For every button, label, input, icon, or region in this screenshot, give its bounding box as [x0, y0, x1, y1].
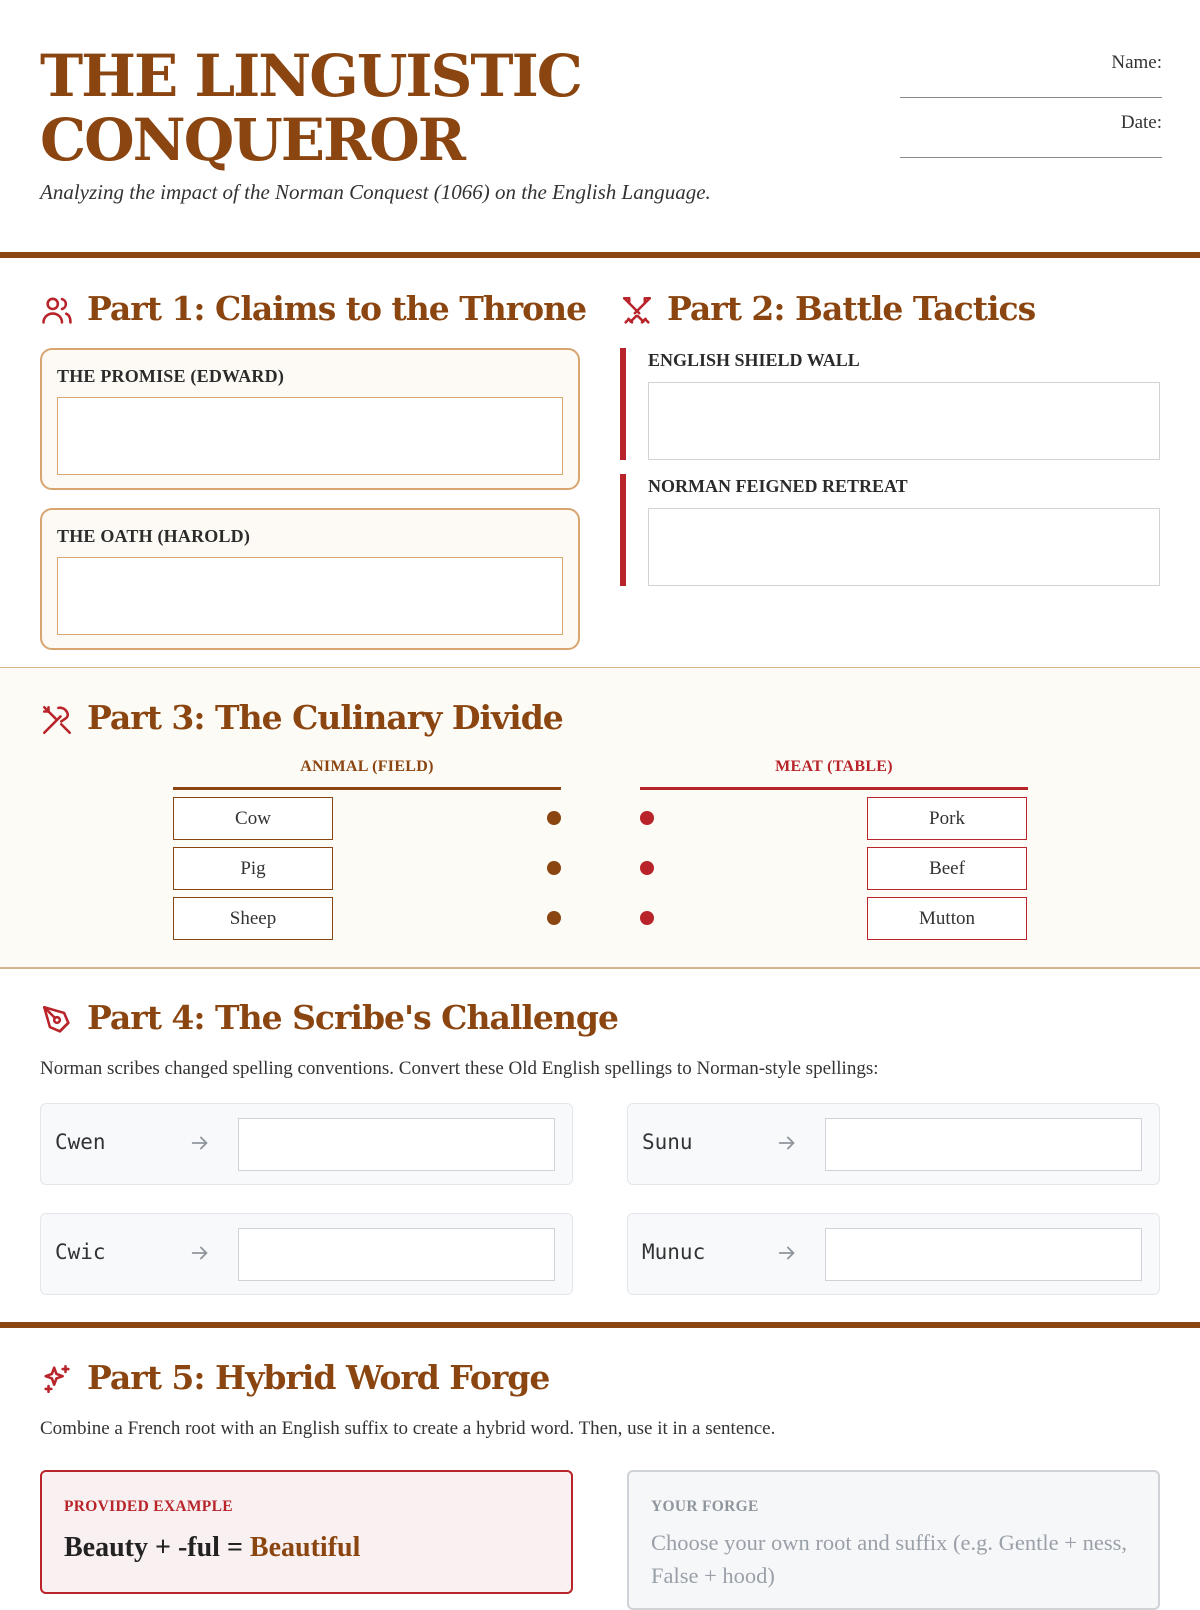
- claim-label: THE OATH (HAROLD): [57, 526, 251, 546]
- example-label: PROVIDED EXAMPLE: [64, 1498, 233, 1515]
- fork-knife-icon: [40, 703, 74, 737]
- claim-answer-input[interactable]: [57, 397, 563, 475]
- meat-match-dot[interactable]: [640, 811, 654, 825]
- date-field[interactable]: [900, 157, 1162, 158]
- part1-title: Part 1: Claims to the Throne: [87, 289, 587, 328]
- tactic-label: ENGLISH SHIELD WALL: [648, 350, 860, 370]
- animal-word: Cow: [173, 797, 333, 840]
- section-divider-thick: [0, 1322, 1200, 1328]
- user-forge-label: YOUR FORGE: [651, 1498, 759, 1515]
- meat-match-dot[interactable]: [640, 861, 654, 875]
- tactic-label: NORMAN FEIGNED RETREAT: [648, 476, 908, 496]
- animal-word: Pig: [173, 847, 333, 890]
- arrow-right-icon: [776, 1132, 798, 1154]
- example-result: Beautiful: [249, 1532, 361, 1563]
- old-english-word: Cwic: [55, 1240, 106, 1264]
- spelling-card: [627, 1103, 1160, 1185]
- section-divider: [0, 967, 1200, 969]
- crossed-swords-icon: [620, 294, 654, 328]
- page-subtitle: Analyzing the impact of the Norman Conquest (1066) on the English Language.: [40, 180, 711, 204]
- tactic-answer-input[interactable]: [648, 508, 1160, 586]
- tactic-feigned-retreat: [620, 474, 1160, 586]
- old-english-word: Cwen: [55, 1130, 106, 1154]
- meat-word: Pork: [867, 797, 1027, 840]
- claim-card-promise: [40, 348, 580, 490]
- pen-nib-icon: [40, 1003, 74, 1037]
- forge-example-card: [40, 1470, 573, 1594]
- user-forge-hint: Choose your own root and suffix (e.g. Gentle + ness, False + hood): [651, 1530, 1127, 1588]
- arrow-right-icon: [189, 1242, 211, 1264]
- meat-column-rule: [640, 787, 1028, 790]
- animal-match-dot[interactable]: [547, 911, 561, 925]
- tactic-shield-wall: [620, 348, 1160, 460]
- users-icon: [40, 294, 74, 328]
- animal-word: Sheep: [173, 897, 333, 940]
- norman-spelling-input[interactable]: [238, 1118, 555, 1171]
- part4-description: Norman scribes changed spelling conventions. Convert these Old English spellings to Norman-style spellings:: [40, 1058, 879, 1079]
- spelling-card: [40, 1103, 573, 1185]
- arrow-right-icon: [776, 1242, 798, 1264]
- animal-match-dot[interactable]: [547, 811, 561, 825]
- page-title: THE LINGUISTIC CONQUEROR: [40, 42, 581, 174]
- tactic-answer-input[interactable]: [648, 382, 1160, 460]
- header-divider: [0, 252, 1200, 258]
- part4-title: Part 4: The Scribe's Challenge: [87, 998, 618, 1037]
- meat-column-header: MEAT (TABLE): [775, 758, 893, 775]
- part2-title: Part 2: Battle Tactics: [667, 289, 1036, 328]
- norman-spelling-input[interactable]: [825, 1118, 1142, 1171]
- claim-answer-input[interactable]: [57, 557, 563, 635]
- part3-title: Part 3: The Culinary Divide: [87, 698, 563, 737]
- old-english-word: Munuc: [642, 1240, 706, 1264]
- name-field[interactable]: [900, 97, 1162, 98]
- norman-spelling-input[interactable]: [825, 1228, 1142, 1281]
- example-equation: [64, 1532, 360, 1564]
- spelling-card: [40, 1213, 573, 1295]
- animal-column-header: ANIMAL (FIELD): [300, 758, 434, 775]
- norman-spelling-input[interactable]: [238, 1228, 555, 1281]
- meat-word: Mutton: [867, 897, 1027, 940]
- animal-column-rule: [173, 787, 561, 790]
- part5-description: Combine a French root with an English suffix to create a hybrid word. Then, use it in a sentence.: [40, 1418, 776, 1439]
- claim-label: THE PROMISE (EDWARD): [57, 366, 285, 386]
- arrow-right-icon: [189, 1132, 211, 1154]
- claim-card-oath: [40, 508, 580, 650]
- meat-match-dot[interactable]: [640, 911, 654, 925]
- part5-title: Part 5: Hybrid Word Forge: [87, 1358, 550, 1397]
- date-label: Date:: [1120, 112, 1162, 133]
- old-english-word: Sunu: [642, 1130, 693, 1154]
- spelling-card: [627, 1213, 1160, 1295]
- name-label: Name:: [1111, 52, 1162, 73]
- animal-match-dot[interactable]: [547, 861, 561, 875]
- sparkles-icon: [40, 1362, 74, 1396]
- worksheet-header: [0, 0, 1200, 252]
- example-equation-parts: Beauty + -ful =: [64, 1532, 250, 1563]
- meat-word: Beef: [867, 847, 1027, 890]
- forge-user-card[interactable]: [627, 1470, 1160, 1610]
